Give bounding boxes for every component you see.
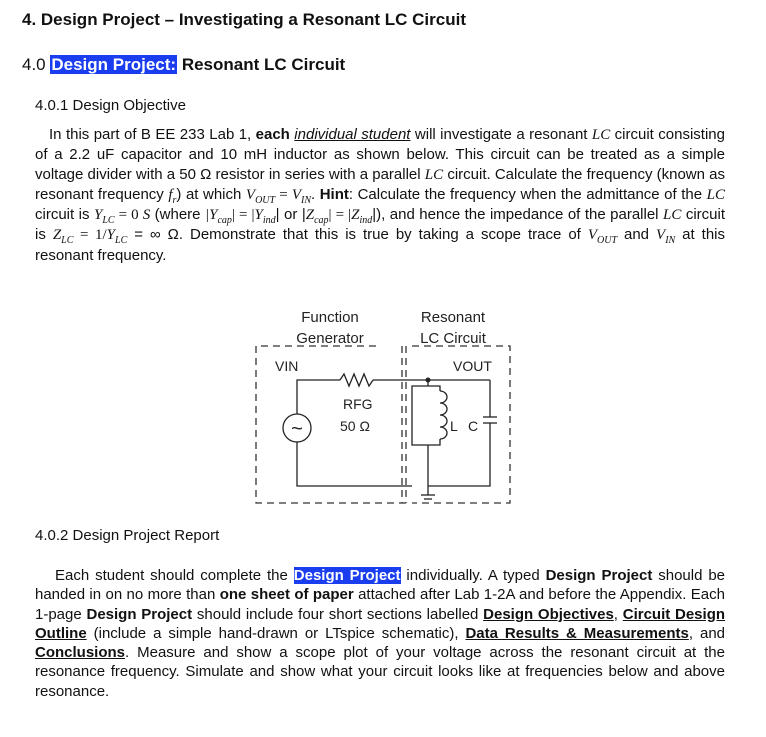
- objective-heading: 4.0.1 Design Objective: [35, 97, 186, 114]
- section-title: Resonant LC Circuit: [181, 55, 346, 74]
- main-heading: 4. Design Project – Investigating a Resonant LC Circuit: [22, 10, 466, 29]
- vout-label: VOUT: [453, 358, 492, 374]
- objective-paragraph: In this part of B EE 233 Lab 1, each individual student will investigate a resonant LC circuit consisting of a 2.2 uF capacitor and 10 mH inductor as shown below. This circuit can be treated as a simple voltage divider with a 50 Ω resistor in series with a parallel LC circuit. Calculate the frequency (known as resonant frequency $f_r$) at which $V_{OUT} = V_{IN}$. Hint: Calculate the frequency when the admittance of the LC circuit is $Y_{LC} = 0$ S (where $|Y_{cap}| = |Y_{ind}|$ or $|Z_{cap}| = |Z_{ind}|$), and hence the impedance of the parallel LC circuit is $Z_{LC} = 1/Y_{LC}$ = ∞ Ω. Demonstrate that this is true by taking a scope trace of $V_{OUT}$ and $V_{IN}$ at this resonant frequency.: [35, 126, 726, 264]
- lc-label-line2: LC Circuit: [420, 330, 486, 347]
- lc-label-line1: Resonant: [420, 309, 486, 326]
- section-heading: [22, 55, 345, 75]
- fg-label-line1: Function: [301, 309, 359, 326]
- section-number: 4.0: [22, 55, 46, 74]
- inductor-label: L: [450, 418, 458, 434]
- section-highlight: Design Project:: [51, 55, 177, 74]
- report-paragraph: Each student should complete the Design Project individually. A typed Design Project should be handed in on no more than one sheet of paper attached after Lab 1-2A and before the Appendix. Each 1-page Design Project should include four short sections labelled Design Objectives, Circuit Design Outline (include a simple hand-drawn or LTspice schematic), Data Results & Measurements, and Conclusions. Measure and show a scope plot of your voltage across the resonant circuit at the resonance frequency. Simulate and show what your circuit looks like at frequencies below and above resonance.: [35, 567, 726, 700]
- vin-label: VIN: [275, 358, 299, 374]
- report-heading: 4.0.2 Design Project Report: [35, 527, 220, 544]
- circuit-wires: [297, 374, 497, 499]
- fg-label-line2: Generator: [296, 330, 364, 347]
- capacitor-label: C: [468, 418, 479, 434]
- circuit-diagram: [240, 300, 530, 515]
- rfg-label: RFG: [343, 396, 373, 412]
- ac-source-symbol: ~: [291, 418, 303, 440]
- resistor-value: 50 Ω: [340, 418, 370, 434]
- junction-dot: [426, 378, 431, 383]
